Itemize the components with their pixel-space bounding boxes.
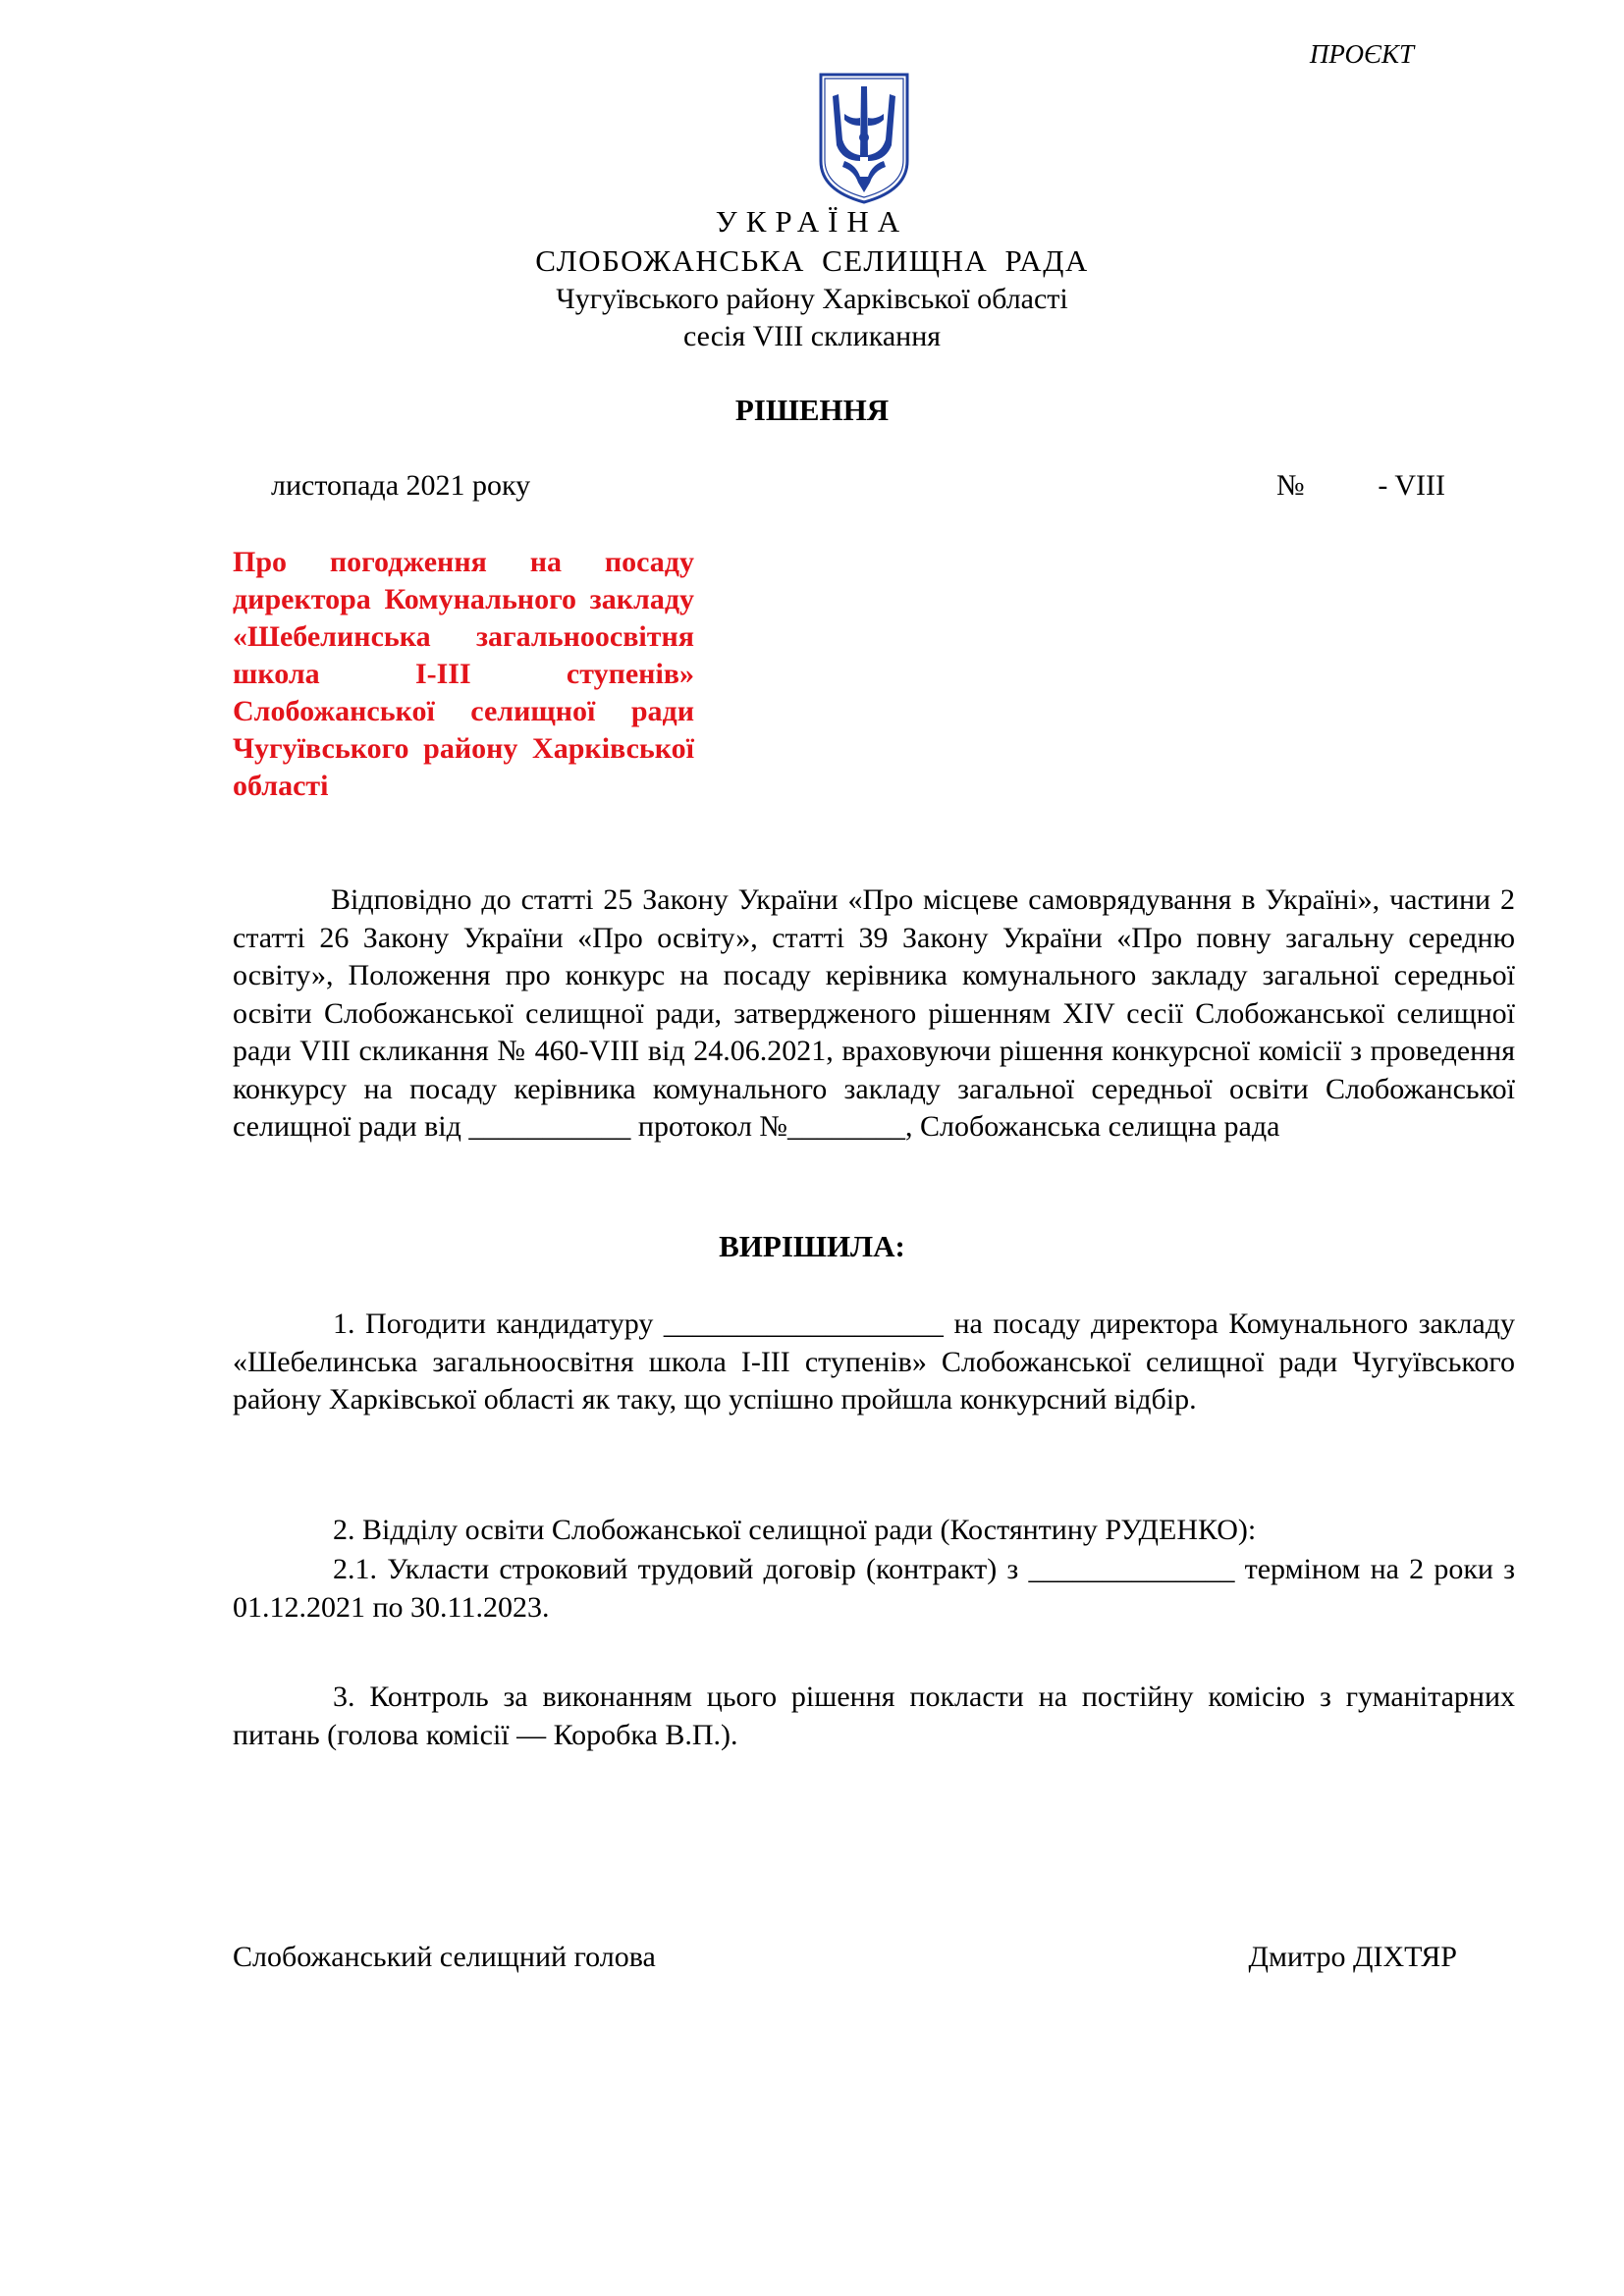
decision-number bbox=[1276, 469, 1445, 503]
number-suffix: - VIII bbox=[1378, 469, 1445, 502]
session-line: сесія VIII скликання bbox=[682, 320, 942, 352]
signatory-name: Дмитро ДІХТЯР bbox=[1248, 1941, 1457, 1973]
decision-item-2: 2. Відділу освіти Слобожанської селищної ради (Костянтину РУДЕНКО): bbox=[333, 1514, 1257, 1546]
coat-of-arms-icon bbox=[817, 71, 911, 206]
country-title: УКРАЇНА bbox=[715, 204, 909, 239]
preamble-paragraph: Відповідно до статті 25 Закону України «Про місцеве самоврядування в Україні», частини 2 статті 26 Закону України «Про освіту», статті 39 Закону України «Про повну загальну середню освіту», Положення про конкурс на посаду керівника комунального закладу загальної середньої освіти Слобожанської селищної ради, затвердженого рішенням XIV сесії Слобожанської селищної ради VIII скликання № 460-VIII від 24.06.2021, враховуючи рішення конкурсної комісії з проведення конкурсу на посаду керівника комунального закладу загальної середньої освіти Слобожанської селищної ради від ___________ протокол №________, Слобожанська селищна рада bbox=[233, 883, 1515, 1143]
decision-item-2-1: 2.1. Укласти строковий трудовий договір (контракт) з ______________ терміном на 2 роки з 01.12.2021 по 30.11.2023. bbox=[233, 1553, 1515, 1624]
number-sign: № bbox=[1276, 469, 1305, 502]
decision-item-3: 3. Контроль за виконанням цього рішення покласти на постійну комісію з гуманітарних питань (голова комісії — Коробка В.П.). bbox=[233, 1681, 1515, 1751]
decided-heading: ВИРІШИЛА: bbox=[719, 1229, 905, 1263]
document-type: РІШЕННЯ bbox=[734, 393, 890, 427]
decision-item-1: 1. Погодити кандидатуру ___________________ на посаду директора Комунального закладу «Шебелинська загальноосвітня школа I-III ступенів» Слобожанської селищної ради Чугуївського району Харківської області як таку, що успішно пройшла конкурсний відбір. bbox=[233, 1308, 1515, 1415]
draft-mark: ПРОЄКТ bbox=[1309, 39, 1414, 69]
region-line: Чугуївського району Харківської області bbox=[556, 283, 1068, 315]
decision-date: листопада 2021 року bbox=[271, 469, 531, 502]
signatory-title: Слобожанський селищний голова bbox=[233, 1941, 656, 1973]
decision-subject: Про погодження на посаду директора Комунального закладу «Шебелинська загальноосвітня школа I-III ступенів» Слобожанської селищної ради Чугуївського району Харківської області bbox=[233, 546, 694, 802]
council-title: СЛОБОЖАНСЬКА СЕЛИЩНА РАДА bbox=[535, 243, 1089, 278]
